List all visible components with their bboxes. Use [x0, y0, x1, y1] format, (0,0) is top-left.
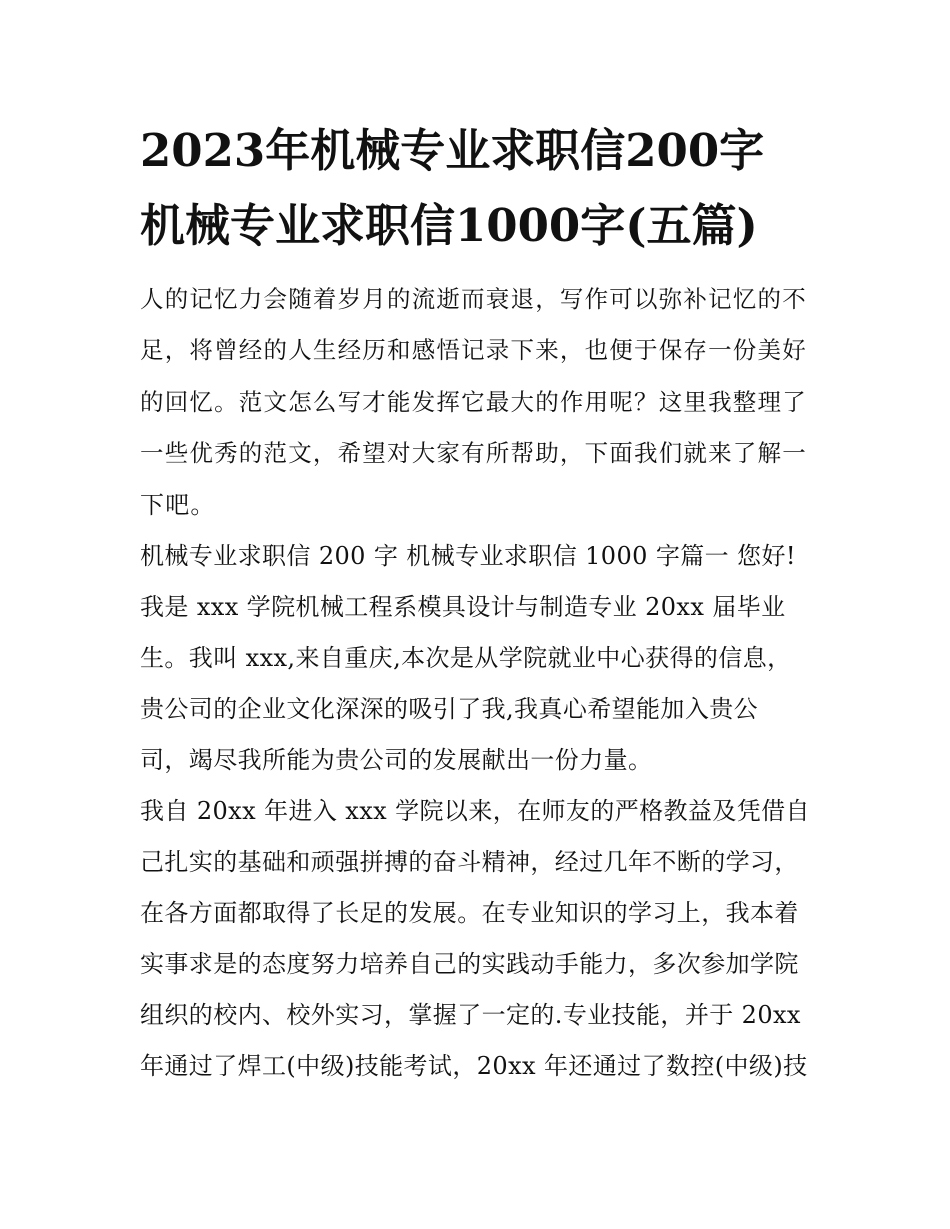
- document-title-line-2: 机械专业求职信1000字(五篇): [140, 199, 758, 252]
- body-line-5: 司，竭尽我所能为贵公司的发展献出一份力量。: [140, 746, 653, 774]
- body-line-4: 贵公司的企业文化深深的吸引了我,我真心希望能加入贵公: [140, 695, 759, 723]
- body-line-10: 组织的校内、校外实习，掌握了一定的.专业技能，并于 20xx: [140, 1001, 801, 1029]
- intro-line-4: 一些优秀的范文，希望对大家有所帮助，下面我们就来了解一: [140, 439, 807, 467]
- body-line-6: 我自 20xx 年进入 xxx 学院以来，在师友的严格教益及凭借自: [140, 797, 810, 825]
- document-title-line-1: 2023年机械专业求职信200字: [140, 124, 765, 177]
- intro-line-2: 足，将曾经的人生经历和感悟记录下来，也便于保存一份美好: [140, 336, 807, 364]
- body-line-7: 己扎实的基础和顽强拼搏的奋斗精神，经过几年不断的学习，: [140, 848, 799, 876]
- intro-line-5: 下吧。: [140, 491, 216, 519]
- intro-line-3: 的回忆。范文怎么写才能发挥它最大的作用呢？这里我整理了: [140, 388, 807, 416]
- intro-line-1: 人的记忆力会随着岁月的流逝而衰退，写作可以弥补记忆的不: [140, 285, 807, 313]
- body-line-3: 生。我叫 xxx,来自重庆,本次是从学院就业中心获得的信息，: [140, 644, 792, 672]
- body-line-1: 机械专业求职信 200 字 机械专业求职信 1000 字篇一 您好!: [140, 542, 796, 570]
- body-line-8: 在各方面都取得了长足的发展。在专业知识的学习上，我本着: [140, 899, 799, 927]
- body-line-9: 实事求是的态度努力培养自己的实践动手能力，多次参加学院: [140, 950, 799, 978]
- body-line-2: 我是 xxx 学院机械工程系模具设计与制造专业 20xx 届毕业: [140, 593, 786, 621]
- body-line-11: 年通过了焊工(中级)技能考试，20xx 年还通过了数控(中级)技: [140, 1052, 808, 1080]
